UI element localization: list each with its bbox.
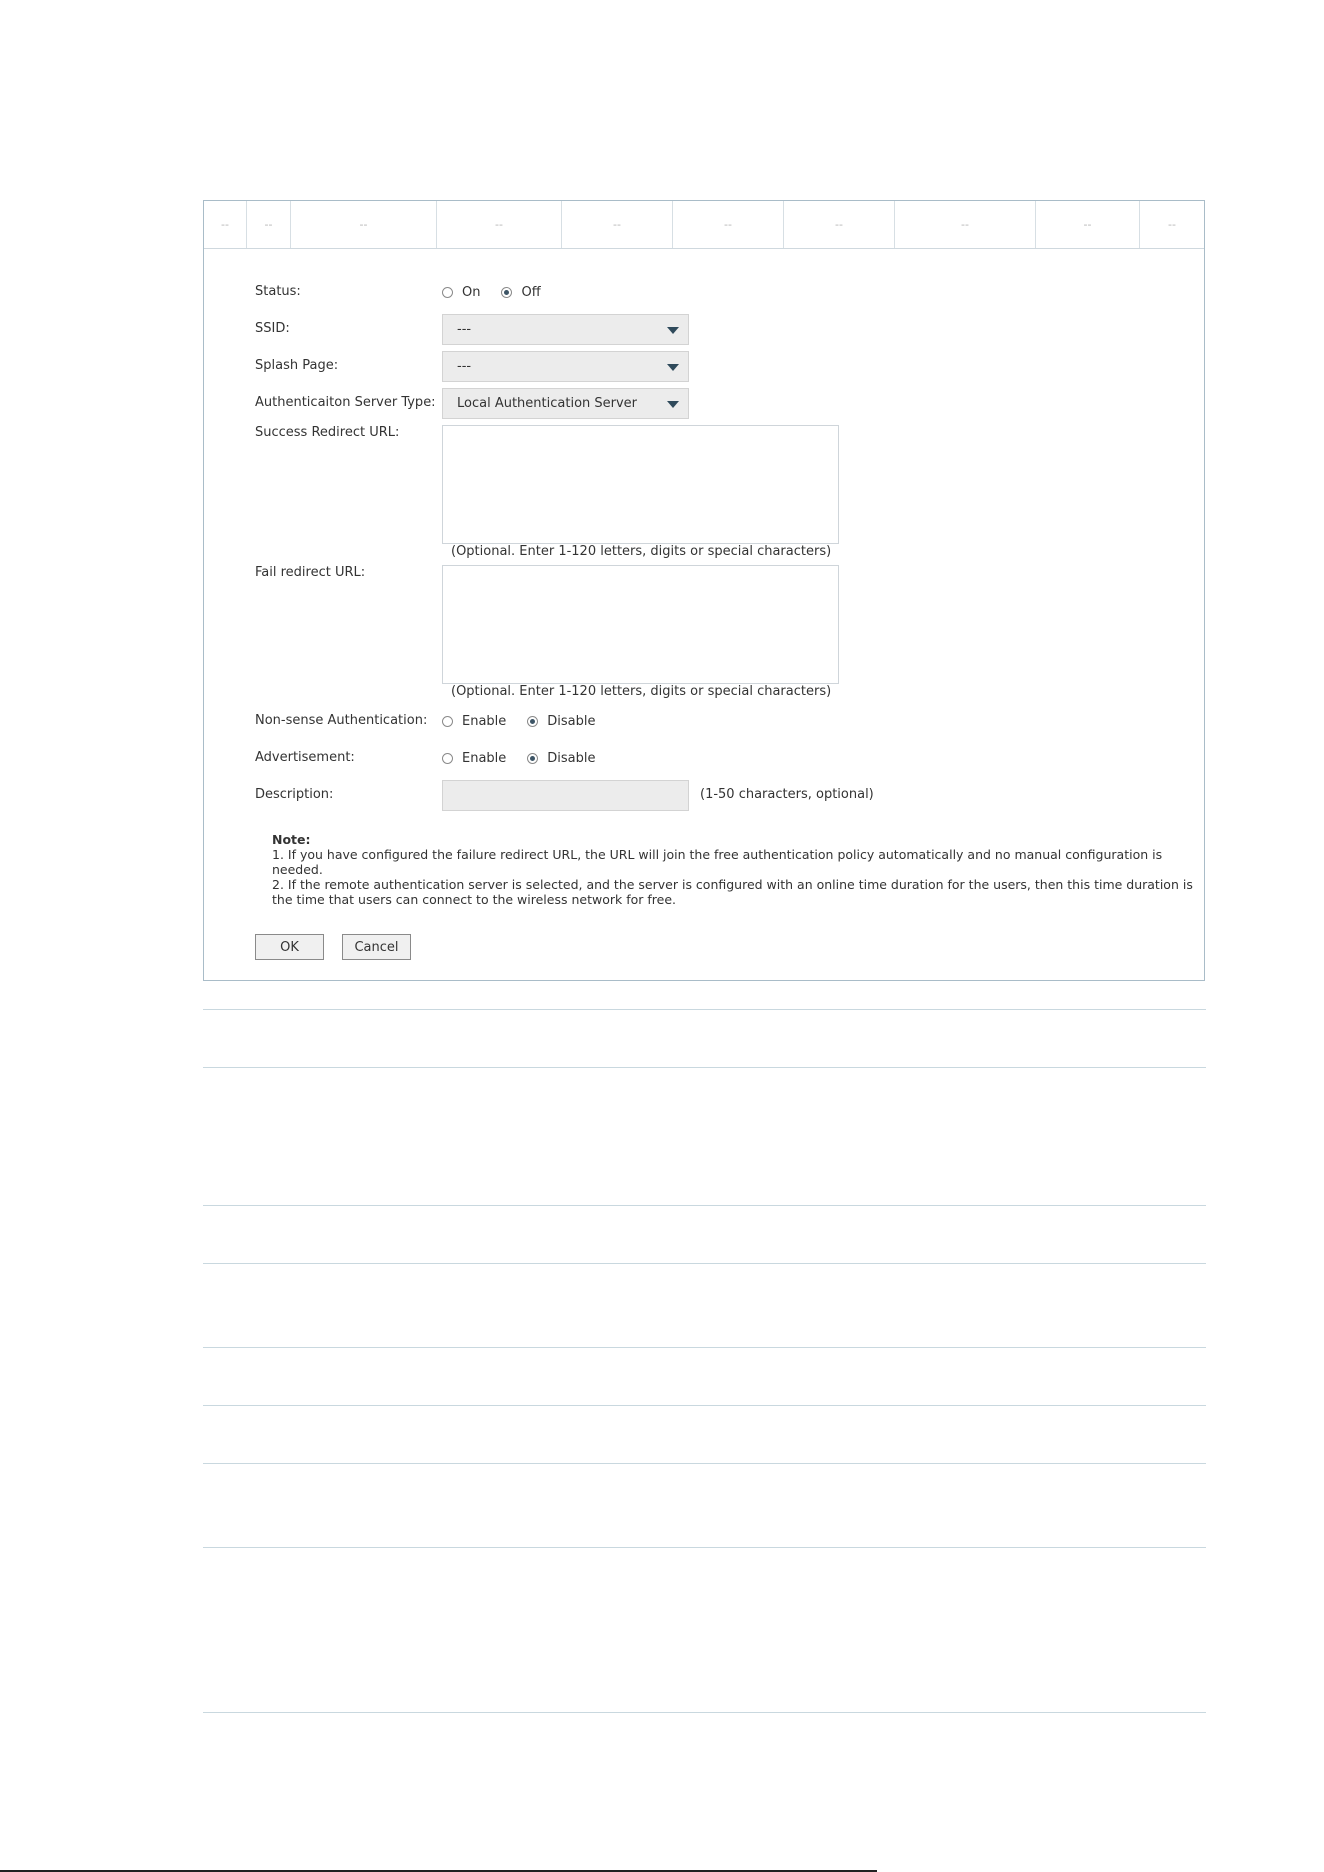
non-sense-auth-enable-radio[interactable] xyxy=(442,716,453,727)
advertisement-label: Advertisement: xyxy=(255,750,355,765)
success-redirect-textarea[interactable] xyxy=(442,425,839,544)
auth-server-type-select[interactable] xyxy=(442,388,689,419)
splash-page-select-value: --- xyxy=(457,359,472,374)
status-label: Status: xyxy=(255,284,301,299)
caret-down-icon xyxy=(667,364,679,371)
table-header-cell: -- xyxy=(495,218,503,231)
status-on-radio[interactable] xyxy=(442,287,453,298)
fail-redirect-hint: (Optional. Enter 1-120 letters, digits or special characters) xyxy=(451,684,832,699)
note-block xyxy=(272,832,1202,907)
table-header-cell: -- xyxy=(359,218,368,231)
note-line-1: 1. If you have configured the failure redirect URL, the URL will join the free authentication policy automatically and no manual configuration is needed. xyxy=(272,847,1163,877)
table-header-cell: -- xyxy=(264,218,273,231)
table-divider xyxy=(203,1547,1206,1548)
table-divider xyxy=(203,1405,1206,1406)
table-divider xyxy=(203,1712,1206,1713)
advertisement-radio-group xyxy=(442,751,617,766)
fail-redirect-textarea[interactable] xyxy=(442,565,839,684)
status-off-radio[interactable] xyxy=(501,287,512,298)
table-divider xyxy=(203,1067,1206,1068)
table-divider xyxy=(203,1263,1206,1264)
advertisement-disable-option[interactable]: Disable xyxy=(527,751,595,766)
non-sense-auth-label: Non-sense Authentication: xyxy=(255,713,428,728)
success-redirect-label: Success Redirect URL: xyxy=(255,425,400,440)
caret-down-icon xyxy=(667,401,679,408)
table-divider xyxy=(203,1347,1206,1348)
non-sense-auth-radio-group xyxy=(442,714,617,729)
description-hint: (1-50 characters, optional) xyxy=(700,787,874,802)
table-header-cell: -- xyxy=(613,218,621,231)
table-header-cell: -- xyxy=(1083,218,1092,231)
splash-page-select[interactable] xyxy=(442,351,689,382)
table-header-cell: -- xyxy=(724,218,732,231)
table-header-row xyxy=(204,201,1204,249)
ssid-select-value: --- xyxy=(457,322,472,337)
ssid-label: SSID: xyxy=(255,321,290,336)
fail-redirect-label: Fail redirect URL: xyxy=(255,565,366,580)
note-line-2: 2. If the remote authentication server is selected, and the server is configured with an online time duration for the users, then this time duration is the time that users can connect to the wireless network for free. xyxy=(272,877,1193,907)
ok-button[interactable]: OK xyxy=(255,934,324,960)
splash-page-label: Splash Page: xyxy=(255,358,339,373)
non-sense-auth-disable-option[interactable]: Disable xyxy=(527,714,595,729)
non-sense-auth-disable-radio[interactable] xyxy=(527,716,538,727)
description-input[interactable] xyxy=(442,780,689,811)
note-title: Note: xyxy=(272,832,311,847)
caret-down-icon xyxy=(667,327,679,334)
success-redirect-hint: (Optional. Enter 1-120 letters, digits or special characters) xyxy=(451,544,832,559)
table-header-cell: -- xyxy=(1168,218,1176,231)
auth-server-type-select-value: Local Authentication Server xyxy=(457,396,638,411)
non-sense-auth-enable-option[interactable]: Enable xyxy=(442,714,506,729)
table-header-cell: -- xyxy=(961,218,969,231)
status-radio-group xyxy=(442,285,562,300)
cancel-button[interactable]: Cancel xyxy=(342,934,411,960)
advertisement-disable-radio[interactable] xyxy=(527,753,538,764)
description-label: Description: xyxy=(255,787,334,802)
table-header-cell: -- xyxy=(221,218,229,231)
table-divider xyxy=(203,1205,1206,1206)
status-on-option[interactable]: On xyxy=(442,285,480,300)
advertisement-enable-option[interactable]: Enable xyxy=(442,751,506,766)
table-divider xyxy=(203,1463,1206,1464)
advertisement-enable-radio[interactable] xyxy=(442,753,453,764)
table-divider xyxy=(203,1009,1206,1010)
table-header-cell: -- xyxy=(835,218,843,231)
portal-config-panel xyxy=(203,200,1205,981)
status-off-option[interactable]: Off xyxy=(501,285,540,300)
auth-server-type-label: Authenticaiton Server Type: xyxy=(255,395,436,410)
ssid-select[interactable] xyxy=(442,314,689,345)
